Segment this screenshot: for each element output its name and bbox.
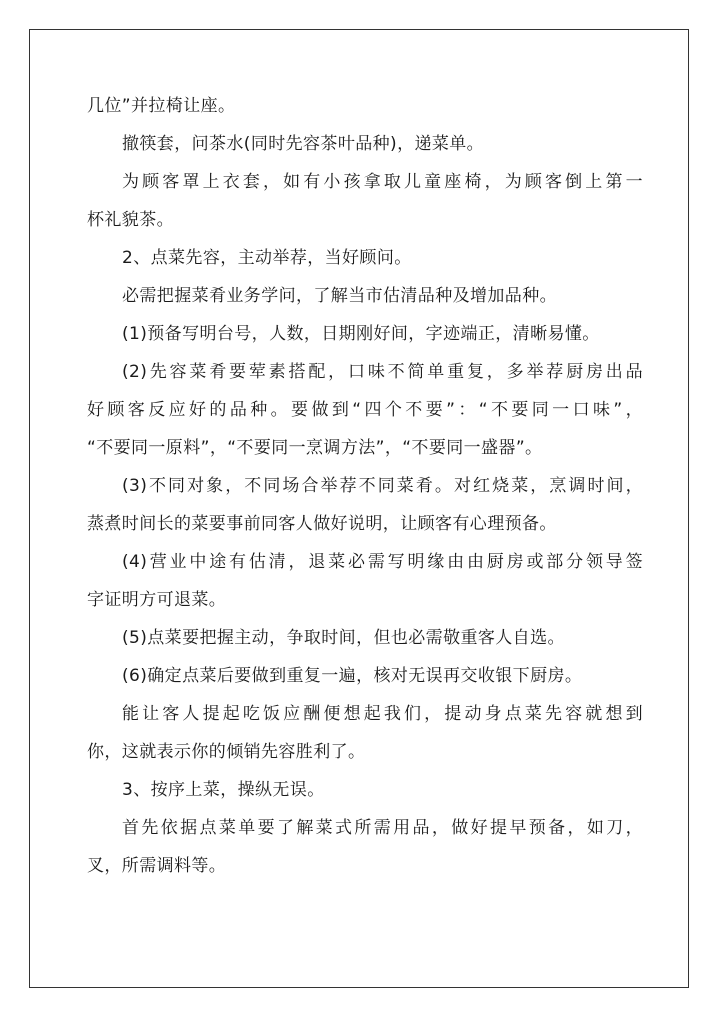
list-item: (5)点菜要把握主动，争取时间，但也必需敬重客人自选。 [122,628,565,648]
section-heading: 3、按序上菜，操纵无误。 [122,780,325,800]
paragraph-line: 叉，所需调料等。 [87,856,227,876]
paragraph-line: “不要同一原料”，“不要同一烹调方法”，“不要同一盛器”。 [87,438,543,458]
list-item: (2)先容菜肴要荤素搭配，口味不简单重复，多举荐厨房出品 [122,362,643,382]
document-body [87,87,643,885]
paragraph-line: 能让客人提起吃饭应酬便想起我们，提动身点菜先容就想到 [122,704,643,724]
list-item: (3)不同对象，不同场合举荐不同菜肴。对红烧菜，烹调时间， [122,476,643,496]
list-item: (6)确定点菜后要做到重复一遍，核对无误再交收银下厨房。 [122,666,583,686]
paragraph-line: 必需把握菜肴业务学问，了解当市估清品种及增加品种。 [122,286,557,306]
paragraph-line: 几位”并拉椅让座。 [87,96,236,116]
paragraph-line: 杯礼貌茶。 [87,210,174,230]
paragraph-line: 首先依据点菜单要了解菜式所需用品，做好提早预备，如刀， [122,818,643,838]
paragraph-line: 好顾客反应好的品种。要做到“四个不要”：“不要同一口味”， [87,400,643,420]
list-item: (4)营业中途有估清，退菜必需写明缘由由厨房或部分领导签 [122,552,643,572]
paragraph-line: 撤筷套，问茶水(同时先容茶叶品种)，递菜单。 [122,134,485,154]
section-heading: 2、点菜先容，主动举荐，当好顾问。 [122,248,412,268]
paragraph-line: 蒸煮时间长的菜要事前同客人做好说明，让顾客有心理预备。 [87,514,557,534]
paragraph-line: 字证明方可退菜。 [87,590,227,610]
paragraph-line: 为顾客罩上衣套，如有小孩拿取儿童座椅，为顾客倒上第一 [122,172,643,192]
paragraph-line: 你，这就表示你的倾销先容胜利了。 [87,742,366,762]
list-item: (1)预备写明台号，人数，日期刚好间，字迹端正，清晰易懂。 [122,324,600,344]
